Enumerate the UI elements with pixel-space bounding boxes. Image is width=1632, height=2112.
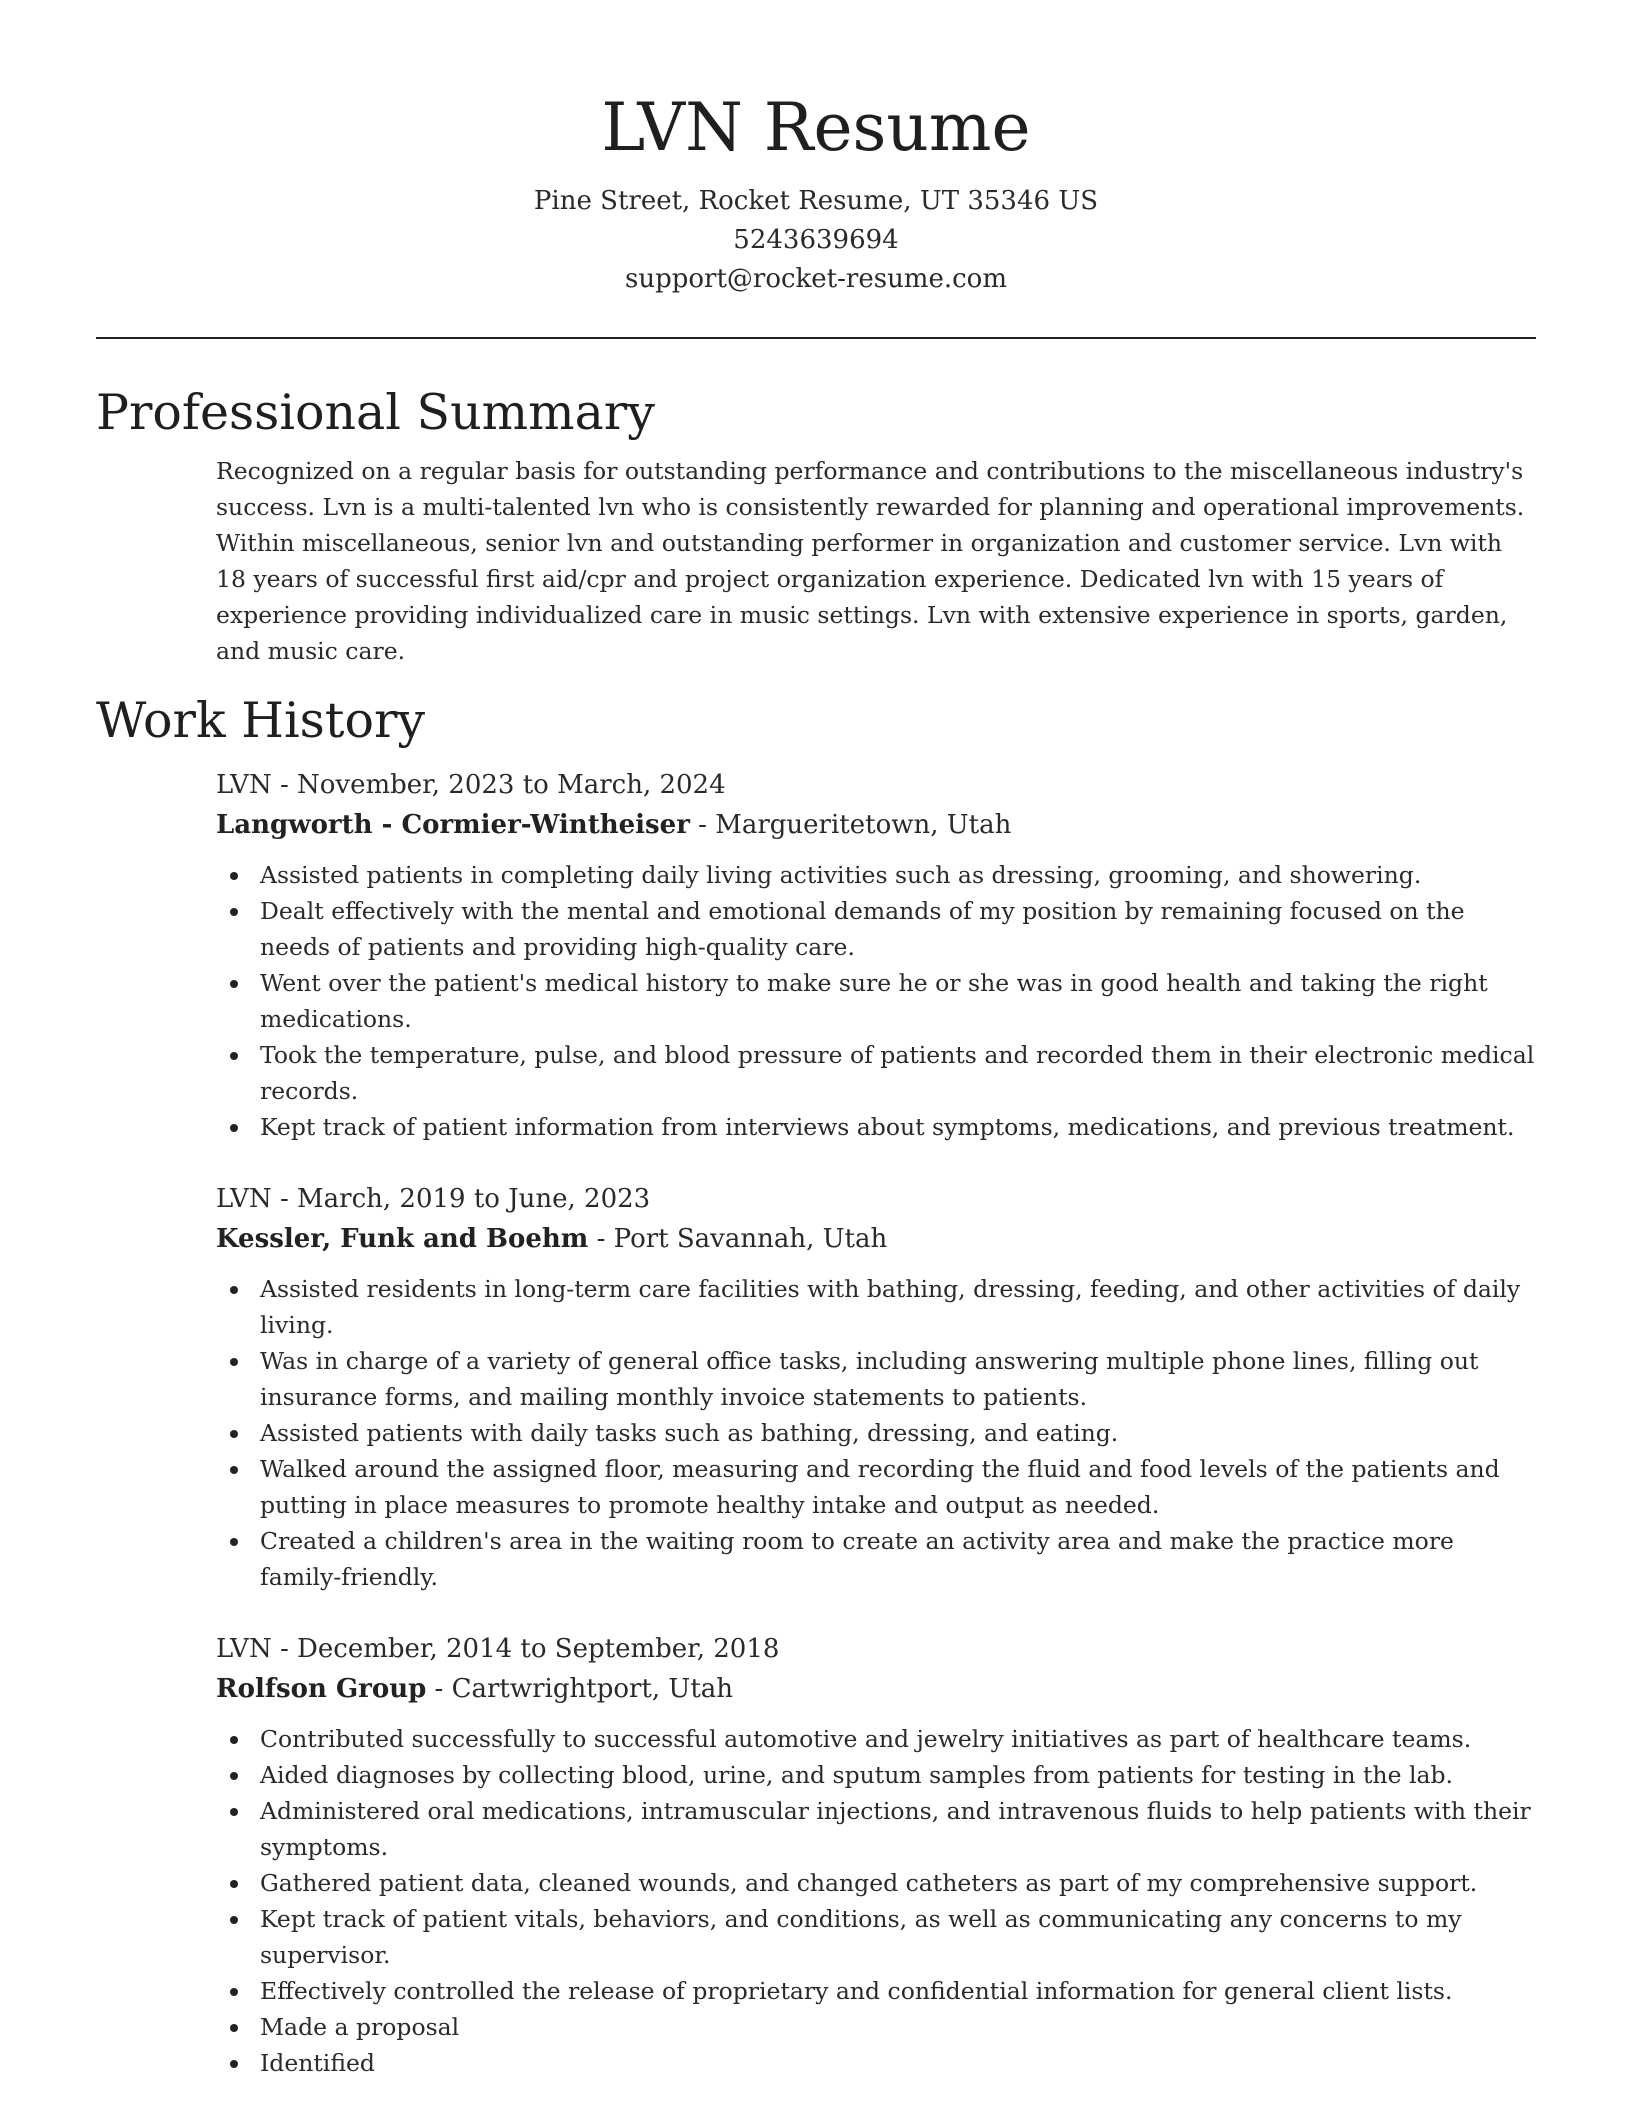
list-item	[260, 1343, 1536, 1415]
bullet-icon	[230, 1916, 238, 1924]
list-item	[260, 1523, 1536, 1595]
list-item	[260, 2045, 1536, 2081]
bullet-icon	[230, 1736, 238, 1744]
job-location: - Port Savannah, Utah	[588, 1224, 888, 1254]
job-duties-list	[216, 1721, 1536, 2081]
duty-text: Walked around the assigned floor, measuring and recording the fluid and food levels of the patients and putting in place measures to promote healthy intake and output as needed.	[260, 1455, 1500, 1519]
duty-text: Gathered patient data, cleaned wounds, and changed catheters as part of my comprehensive support.	[260, 1869, 1478, 1897]
duty-text: Contributed successfully to successful automotive and jewelry initiatives as part of healthcare teams.	[260, 1725, 1472, 1753]
list-item	[260, 1973, 1536, 2009]
list-item	[260, 893, 1536, 965]
job-title-dates: LVN - December, 2014 to September, 2018	[216, 1634, 780, 1664]
resume-header	[96, 0, 1536, 299]
list-item	[260, 1271, 1536, 1343]
duty-text: Aided diagnoses by collecting blood, urine, and sputum samples from patients for testing in the lab.	[260, 1761, 1453, 1789]
bullet-icon	[230, 908, 238, 916]
duty-text: Kept track of patient information from interviews about symptoms, medications, and previous treatment.	[260, 1113, 1515, 1141]
list-item	[260, 965, 1536, 1037]
bullet-icon	[230, 1880, 238, 1888]
bullet-icon	[230, 1358, 238, 1366]
list-item	[260, 1415, 1536, 1451]
job-title-dates: LVN - March, 2019 to June, 2023	[216, 1184, 651, 1214]
duty-text: Kept track of patient vitals, behaviors, and conditions, as well as communicating any concerns to my supervisor.	[260, 1905, 1462, 1969]
job-company-location	[216, 1669, 1536, 1709]
duty-text: Went over the patient's medical history to make sure he or she was in good health and taking the right medications.	[260, 969, 1488, 1033]
duty-text: Assisted residents in long-term care facilities with bathing, dressing, feeding, and other activities of daily living.	[260, 1275, 1521, 1339]
duty-text: Created a children's area in the waiting room to create an activity area and make the practice more family-friendly.	[260, 1527, 1454, 1591]
list-item	[260, 1757, 1536, 1793]
company-name: Kessler, Funk and Boehm	[216, 1224, 589, 1254]
duty-text: Administered oral medications, intramuscular injections, and intravenous fluids to help patients with their symptoms.	[260, 1797, 1531, 1861]
duty-text: Dealt effectively with the mental and emotional demands of my position by remaining focused on the needs of patients and providing high-quality care.	[260, 897, 1465, 961]
job-location: - Cartwrightport, Utah	[426, 1674, 734, 1704]
bullet-icon	[230, 1538, 238, 1546]
job-entry	[216, 765, 1536, 1145]
duty-text: Took the temperature, pulse, and blood pressure of patients and recorded them in their electronic medical records.	[260, 1041, 1535, 1105]
list-item	[260, 1901, 1536, 1973]
bullet-icon	[230, 980, 238, 988]
job-title-dates: LVN - November, 2023 to March, 2024	[216, 770, 726, 800]
phone-number: 5243639694	[733, 225, 899, 255]
job-company-location	[216, 1219, 1536, 1259]
summary-text: Recognized on a regular basis for outstanding performance and contributions to the miscellaneous industry's success. Lvn is a multi-talented lvn who is consistently rewarded for planning and operational improvements. Within miscellaneous, senior lvn and outstanding performer in organization and customer service. Lvn with 18 years of successful first aid/cpr and project organization experience. Dedicated lvn with 15 years of experience providing individualized care in music settings. Lvn with extensive experience in sports, garden, and music care.	[216, 457, 1525, 665]
duty-text: Effectively controlled the release of proprietary and confidential information for general client lists.	[260, 1977, 1453, 2005]
bullet-icon	[230, 1052, 238, 1060]
duty-text: Identified	[260, 2049, 375, 2077]
work-history-heading: Work History	[96, 692, 426, 749]
job-location: - Margueritetown, Utah	[689, 810, 1012, 840]
bullet-icon	[230, 1988, 238, 1996]
company-name: Langworth - Cormier-Wintheiser	[216, 810, 690, 840]
duty-text: Was in charge of a variety of general office tasks, including answering multiple phone lines, filling out insurance forms, and mailing monthly invoice statements to patients.	[260, 1347, 1479, 1411]
bullet-icon	[230, 1430, 238, 1438]
duty-text: Assisted patients in completing daily living activities such as dressing, grooming, and showering.	[260, 861, 1422, 889]
resume-page	[96, 0, 1536, 2081]
list-item	[260, 2009, 1536, 2045]
job-entry	[216, 1629, 1536, 2081]
bullet-icon	[230, 1772, 238, 1780]
list-item	[260, 1451, 1536, 1523]
duty-text: Assisted patients with daily tasks such as bathing, dressing, and eating.	[260, 1419, 1119, 1447]
bullet-icon	[230, 2024, 238, 2032]
job-duties-list	[216, 857, 1536, 1145]
resume-title: LVN Resume	[601, 89, 1031, 166]
address: Pine Street, Rocket Resume, UT 35346 US	[533, 186, 1099, 216]
job-company-location	[216, 805, 1536, 845]
header-divider	[96, 337, 1536, 339]
bullet-icon	[230, 1808, 238, 1816]
list-item	[260, 1721, 1536, 1757]
bullet-icon	[230, 2060, 238, 2068]
bullet-icon	[230, 1124, 238, 1132]
list-item	[260, 1037, 1536, 1109]
list-item	[260, 857, 1536, 893]
email-address: support@rocket-resume.com	[624, 264, 1007, 294]
list-item	[260, 1793, 1536, 1865]
company-name: Rolfson Group	[216, 1674, 427, 1704]
job-entry	[216, 1179, 1536, 1595]
bullet-icon	[230, 872, 238, 880]
list-item	[260, 1109, 1536, 1145]
duty-text: Made a proposal	[260, 2013, 460, 2041]
bullet-icon	[230, 1466, 238, 1474]
bullet-icon	[230, 1286, 238, 1294]
job-duties-list	[216, 1271, 1536, 1595]
summary-heading: Professional Summary	[96, 384, 655, 441]
list-item	[260, 1865, 1536, 1901]
